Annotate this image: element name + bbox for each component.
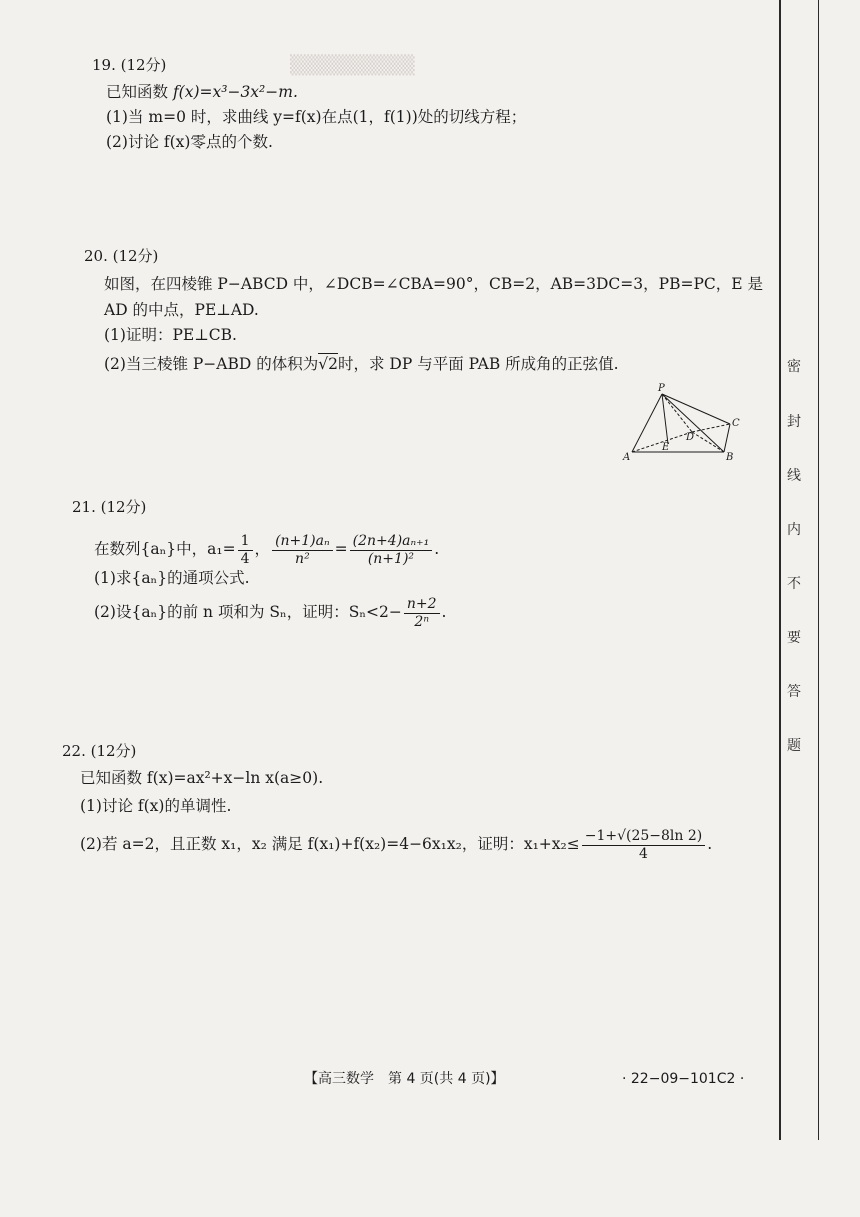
q22-part2: (2)若 a=2，且正数 x₁，x₂ 满足 f(x₁)+f(x₂)=4−6x₁x₂，证明：x₁+x₂≤ $\frac{-1+√(25-8\ln 2)}{4}$ . <box>80 827 713 862</box>
q21-part1: (1)求{aₙ}的通项公式. <box>94 569 250 587</box>
figure-label-C: C <box>732 418 740 429</box>
q22-header: 22. (12分) <box>62 742 137 760</box>
binding-char: 线 <box>787 468 801 484</box>
binding-char: 答 <box>787 684 801 700</box>
q21-stem: 在数列{aₙ}中，a₁= $\frac{1}{4}$ ， $\frac{\text{(n+1)aₙ}}{\text{n²}}$ = $\frac{\text{(2n+4)aₙ₊₁}}{\text{(n+1)²}}$ . <box>94 532 440 567</box>
binding-char: 密 <box>787 359 801 375</box>
q19-part1: (1)当 m=0 时，求曲线 y=f(x)在点(1，f(1))处的切线方程； <box>106 108 527 126</box>
q20-stem-line2: AD 的中点，PE⊥AD. <box>104 301 259 319</box>
q22-part1: (1)讨论 f(x)的单调性. <box>80 797 232 815</box>
binding-line-outer <box>818 0 819 1140</box>
figure-label-D: D <box>686 432 695 443</box>
q21-part2: (2)设{aₙ}的前 n 项和为 Sₙ，证明：Sₙ<2− $\frac{n+2}{\text{2ⁿ}}$ . <box>94 595 447 630</box>
bleed-through-decoration: ▒▒▒▒▒▒▒▒▒ <box>290 55 415 76</box>
pyramid-figure <box>620 382 740 462</box>
binding-char: 不 <box>787 576 801 592</box>
binding-char: 封 <box>787 414 801 430</box>
q20-part2: (2)当三棱锥 P−ABD 的体积为√2时，求 DP 与平面 PAB 所成角的正弦值. <box>104 355 619 373</box>
figure-label-P: P <box>658 383 665 394</box>
q20-part1: (1)证明：PE⊥CB. <box>104 326 237 344</box>
q19-header: 19. (12分) <box>92 56 167 74</box>
figure-label-A: A <box>623 452 631 462</box>
binding-line <box>779 0 781 1140</box>
q20-stem-line1: 如图，在四棱锥 P−ABCD 中，∠DCB=∠CBA=90°，CB=2，AB=3DC=3，PB=PC，E 是 <box>104 275 763 293</box>
binding-char: 题 <box>787 738 801 754</box>
q20-header: 20. (12分) <box>84 247 159 265</box>
figure-label-B: B <box>726 452 734 462</box>
q19-stem: 已知函数 f(x)=x³−3x²−m. <box>106 83 298 101</box>
footer-page-info: 【高三数学 第 4 页(共 4 页)】 <box>304 1071 505 1087</box>
figure-label-E: E <box>662 442 670 453</box>
binding-char: 内 <box>787 522 801 538</box>
q19-part2: (2)讨论 f(x)零点的个数. <box>106 133 273 151</box>
binding-char: 要 <box>787 630 801 646</box>
q21-header: 21. (12分) <box>72 498 147 516</box>
q22-stem: 已知函数 f(x)=ax²+x−ln x(a≥0). <box>80 769 324 787</box>
footer-code: · 22−09−101C2 · <box>622 1071 745 1087</box>
